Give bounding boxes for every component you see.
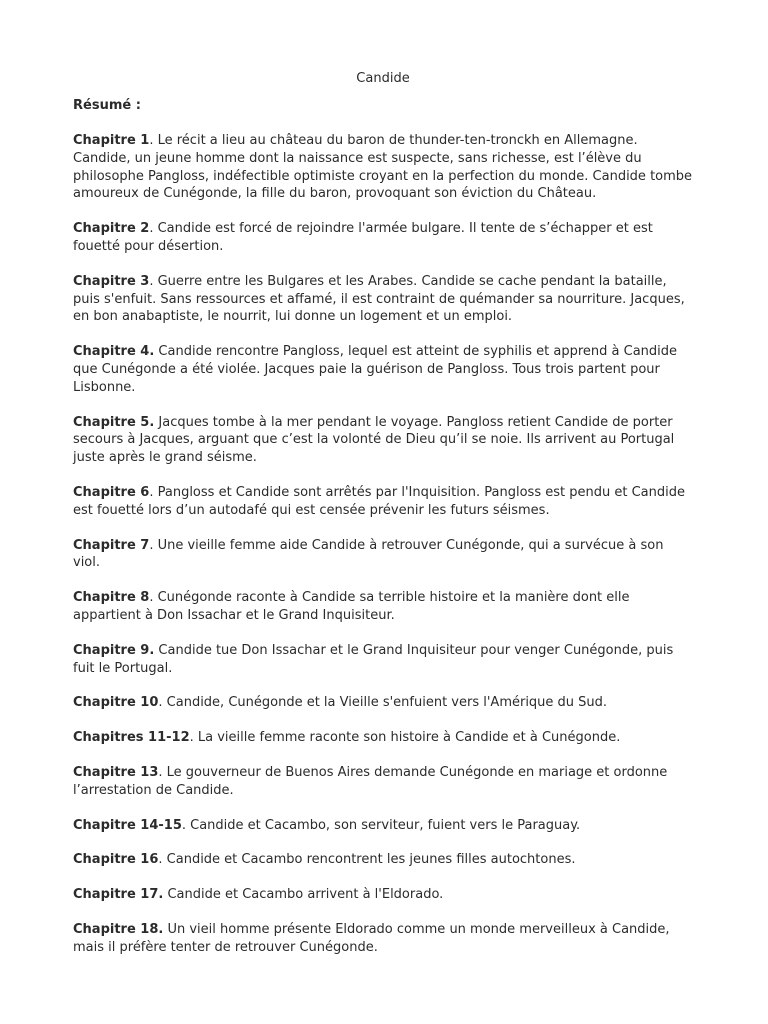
chapter-text: . La vieille femme raconte son histoire à Candide et à Cunégonde. — [189, 730, 621, 746]
chapter-label: Chapitre 16 — [73, 852, 159, 868]
document-subtitle: Résumé : — [73, 98, 141, 113]
chapter-paragraph — [73, 414, 693, 467]
document-title: Candide — [356, 71, 410, 86]
chapter-text: Un vieil homme présente Eldorado comme un monde merveilleux à Candide, mais il préfère tenter de retrouver Cunégonde. — [73, 921, 670, 955]
chapter-label: Chapitre 17. — [73, 887, 164, 903]
chapter-paragraph — [73, 921, 693, 957]
chapter-paragraph — [73, 851, 693, 869]
chapter-text: Jacques tombe à la mer pendant le voyage. Pangloss retient Candide de porter secours à Jacques, arguant que c’est la volonté de Dieu qu’il se noie. Ils arrivent au Portugal juste après le grand séisme. — [73, 414, 675, 466]
chapter-label: Chapitre 2 — [73, 221, 150, 237]
chapter-paragraph — [73, 764, 693, 800]
chapter-text: . Candide, Cunégonde et la Vieille s'enfuient vers l'Amérique du Sud. — [158, 695, 608, 711]
chapter-text: . Le récit a lieu au château du baron de thunder-ten-tronckh en Allemagne. Candide, un jeune homme dont la naissance est suspecte, sans richesse, est l’élève du philosophe Pangloss, indéfectible optimiste croyant en la perfection du monde. Candide tombe amoureux de Cunégonde, la fille du baron, provoquant son éviction du Château. — [73, 133, 693, 202]
chapter-text: Candide tue Don Issachar et le Grand Inquisiteur pour venger Cunégonde, puis fuit le Portugal. — [73, 642, 674, 676]
chapter-paragraph — [73, 343, 693, 396]
chapter-paragraph — [73, 729, 693, 747]
chapter-text: Candide et Cacambo arrivent à l'Eldorado. — [163, 887, 444, 903]
chapter-paragraph — [73, 694, 693, 712]
chapter-label: Chapitre 8 — [73, 590, 150, 606]
chapter-paragraph — [73, 273, 693, 326]
chapter-paragraph — [73, 886, 693, 904]
chapter-label: Chapitre 13 — [73, 764, 159, 780]
chapter-paragraph — [73, 589, 693, 625]
chapter-text: . Candide est forcé de rejoindre l'armée bulgare. Il tente de s’échapper et est fouetté pour désertion. — [73, 221, 653, 254]
chapter-text: Candide rencontre Pangloss, lequel est atteint de syphilis et apprend à Candide que Cunégonde a été violée. Jacques paie la guérison de Pangloss. Tous trois partent pour Lisbonne. — [73, 344, 678, 395]
chapter-label: Chapitre 7 — [73, 537, 150, 553]
chapter-label: Chapitre 6 — [73, 484, 150, 500]
chapter-label: Chapitre 1 — [73, 133, 150, 148]
chapter-label: Chapitre 3 — [73, 273, 150, 289]
chapter-text: . Cunégonde raconte à Candide sa terrible histoire et la manière dont elle appartient à Don Issachar et le Grand Inquisiteur. — [73, 590, 630, 623]
chapter-label: Chapitre 10 — [73, 695, 159, 711]
chapter-paragraph — [73, 642, 693, 678]
chapter-text: . Candide et Cacambo, son serviteur, fuient vers le Paraguay. — [181, 817, 581, 833]
chapter-paragraph — [73, 817, 693, 835]
chapter-label: Chapitres 11-12 — [73, 730, 190, 746]
chapter-text: . Pangloss et Candide sont arrêtés par l'Inquisition. Pangloss est pendu et Candide est fouetté lors d’un autodafé qui est censée prévenir les futurs séismes. — [73, 484, 685, 518]
chapter-label: Chapitre 4. — [73, 344, 155, 360]
chapter-label: Chapitre 9. — [73, 642, 155, 658]
chapter-text: . Une vieille femme aide Candide à retrouver Cunégonde, qui a survécue à son viol. — [73, 537, 664, 571]
chapter-text: . Candide et Cacambo rencontrent les jeunes filles autochtones. — [158, 852, 576, 868]
chapter-paragraph — [73, 132, 693, 203]
chapter-paragraph — [73, 484, 693, 520]
chapter-text: . Guerre entre les Bulgares et les Arabes. Candide se cache pendant la bataille, puis s'enfuit. Sans ressources et affamé, il est contraint de quémander sa nourriture. Jacques, en bon anabaptiste, le nourrit, lui donne un logement et un emploi. — [73, 273, 685, 325]
chapter-text: . Le gouverneur de Buenos Aires demande Cunégonde en mariage et ordonne l’arrestation de Candide. — [73, 764, 668, 798]
document-page — [73, 70, 693, 974]
chapter-paragraph — [73, 220, 693, 256]
chapter-label: Chapitre 14-15 — [73, 817, 182, 833]
chapter-paragraph — [73, 537, 693, 573]
chapter-label: Chapitre 5. — [73, 414, 155, 430]
chapter-label: Chapitre 18. — [73, 921, 164, 937]
